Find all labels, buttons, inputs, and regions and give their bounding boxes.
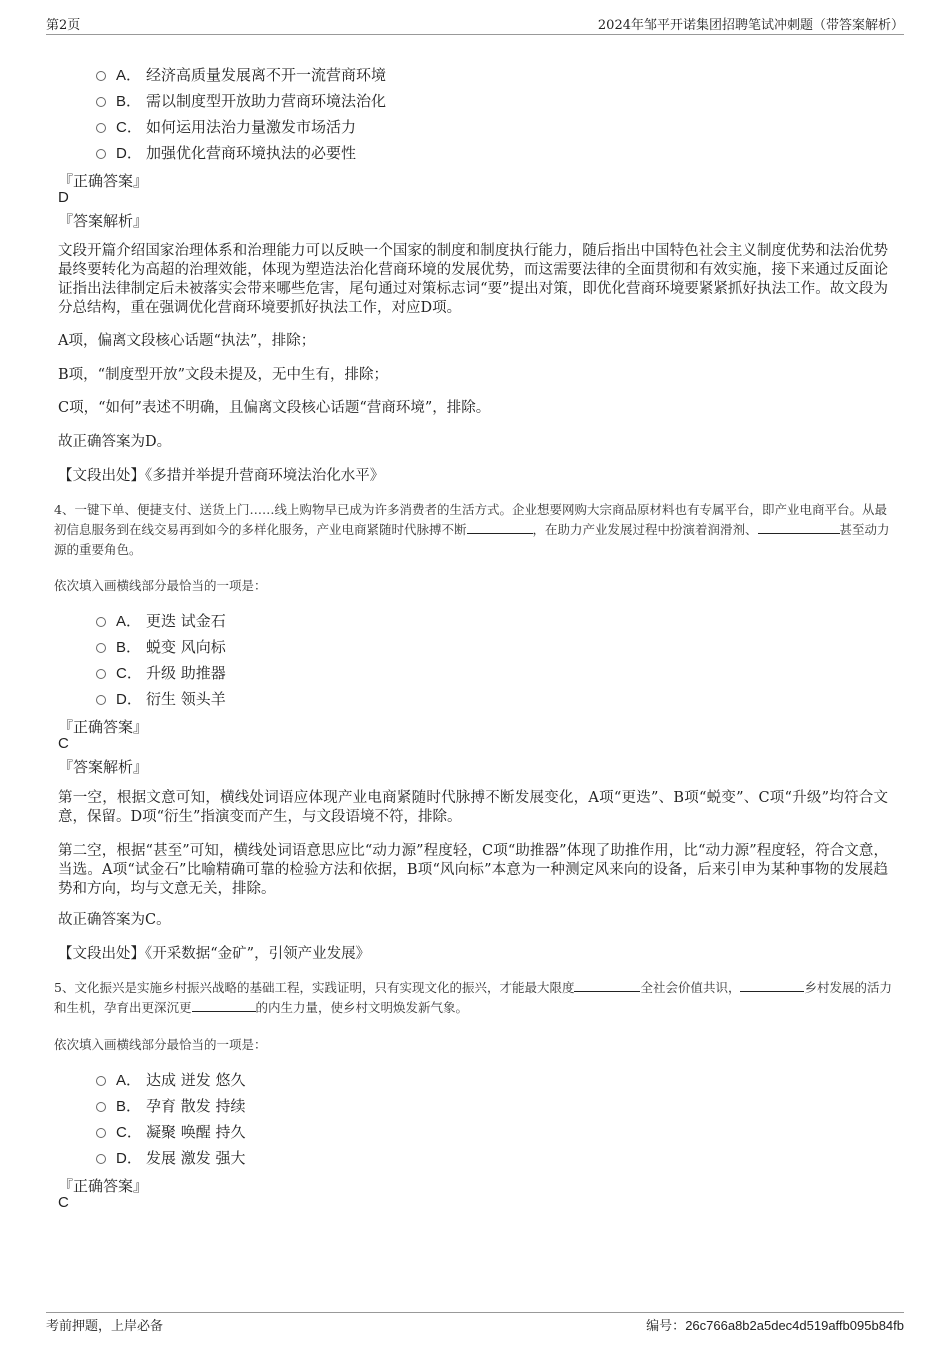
radio-icon[interactable] (96, 149, 106, 159)
q5-answer: C (58, 1194, 69, 1211)
q5-ask: 依次填入画横线部分最恰当的一项是： (54, 1037, 267, 1052)
q5-option-a[interactable]: A． 达成 迸发 悠久 (96, 1069, 246, 1090)
document-title: 2024年邹平开诺集团招聘笔试冲刺题（带答案解析） (597, 18, 904, 33)
document-code: 编号：26c766a8b2a5dec4d519affb095b84fb (646, 1318, 904, 1334)
q4-ask: 依次填入画横线部分最恰当的一项是： (54, 578, 267, 593)
radio-icon[interactable] (96, 695, 106, 705)
q3-analysis-paragraph: C项，“如何”表述不明确，且偏离文段核心话题“营商环境”，排除。 (58, 400, 491, 416)
q3-analysis-paragraph: A项，偏离文段核心话题“执法”，排除； (58, 333, 316, 349)
q4-option-c[interactable]: C． 升级 助推器 (96, 662, 226, 683)
q4-analysis-label: 『答案解析』 (58, 758, 149, 776)
radio-icon[interactable] (96, 617, 106, 627)
q4-analysis-paragraph: 第二空，根据“甚至”可知，横线处词语意思应比“动力源”程度轻，C项“助推器”体现了助推作用，比“动力源”程度轻，符合文意，当选。A项“试金石”比喻精确可靠的检验方法和依据，B项“风向标”本意为一种测定风来向的设备，后来引申为某种事物的发展趋势和方向，均与文意无关，排除。 (58, 843, 888, 897)
q4-blank-2 (758, 520, 840, 534)
q3-answer-label: 『正确答案』 (58, 172, 149, 190)
radio-icon[interactable] (96, 1102, 106, 1112)
q3-option-c[interactable]: C． 如何运用法治力量激发市场活力 (96, 116, 356, 137)
q5-option-b[interactable]: B． 孕育 散发 持续 (96, 1095, 246, 1116)
q3-analysis-paragraph: B项，“制度型开放”文段未提及，无中生有，排除； (58, 367, 388, 383)
page-number: 第2页 (46, 18, 81, 33)
q3-analysis-paragraph: 故正确答案为D。 (58, 434, 172, 450)
page-header (46, 14, 904, 35)
q4-option-d[interactable]: D． 衍生 领头羊 (96, 688, 226, 709)
q3-answer: D (58, 189, 69, 206)
radio-icon[interactable] (96, 97, 106, 107)
radio-icon[interactable] (96, 71, 106, 81)
footer-slogan: 考前押题，上岸必备 (46, 1319, 164, 1334)
radio-icon[interactable] (96, 643, 106, 653)
q4-option-b[interactable]: B． 蜕变 风向标 (96, 636, 226, 657)
radio-icon[interactable] (96, 123, 106, 133)
q5-answer-label: 『正确答案』 (58, 1177, 149, 1195)
q4-analysis-paragraph: 故正确答案为C。 (58, 912, 171, 928)
radio-icon[interactable] (96, 1154, 106, 1164)
q3-option-d[interactable]: D． 加强优化营商环境执法的必要性 (96, 142, 356, 163)
q5-option-c[interactable]: C． 凝聚 唤醒 持久 (96, 1121, 246, 1142)
q3-source: 【文段出处】《多措并举提升营商环境法治化水平》 (58, 468, 385, 484)
q5-option-d[interactable]: D． 发展 激发 强大 (96, 1147, 246, 1168)
radio-icon[interactable] (96, 1128, 106, 1138)
q4-analysis-paragraph: 第一空，根据文意可知，横线处词语应体现产业电商紧随时代脉搏不断发展变化，A项“更迭”、B项“蜕变”、C项“升级”均符合文意，保留。D项“衍生”指演变而产生，与文段语境不符，排除。 (58, 790, 888, 825)
q4-option-a[interactable]: A． 更迭 试金石 (96, 610, 226, 631)
q4-blank-1 (467, 520, 533, 534)
q5-blank-3 (192, 998, 256, 1012)
radio-icon[interactable] (96, 1076, 106, 1086)
q4-stem: 4、一键下单、便捷支付、送货上门……线上购物早已成为许多消费者的生活方式。企业想要网购大宗商品原材料也有专属平台，即产业电商平台。从最初信息服务到在线交易再到如今的多样化服务，产业电商紧随时代脉搏不断 ，在助力产业发展过程中扮演着润滑剂、 甚至动力源的重要角色。 (54, 502, 890, 557)
q5-stem: 5、文化振兴是实施乡村振兴战略的基础工程，实践证明，只有实现文化的振兴，才能最大限度 全社会价值共识， 乡村发展的活力和生机，孕育出更深沉更 的内生力量，使乡村文明焕发新气象。 (54, 980, 892, 1015)
q4-answer-label: 『正确答案』 (58, 718, 149, 736)
q3-option-a[interactable]: A． 经济高质量发展离不开一流营商环境 (96, 64, 386, 85)
q4-answer: C (58, 735, 69, 752)
radio-icon[interactable] (96, 669, 106, 679)
page-footer (46, 1312, 904, 1334)
q5-blank-1 (574, 978, 640, 992)
q3-analysis-label: 『答案解析』 (58, 212, 149, 230)
q4-source: 【文段出处】《开采数据“金矿”，引领产业发展》 (58, 946, 371, 962)
q5-blank-2 (740, 978, 804, 992)
q3-analysis-paragraph: 文段开篇介绍国家治理体系和治理能力可以反映一个国家的制度和制度执行能力，随后指出中国特色社会主义制度优势和法治优势最终要转化为高超的治理效能，体现为塑造法治化营商环境的发展优势，而这需要法律的全面贯彻和有效实施，接下来通过反面论证指出法律制定后未被落实会带来哪些危害，尾句通过对策标志词“要”提出对策，即优化营商环境要紧紧抓好执法工作。故文段为分总结构，重在强调优化营商环境要抓好执法工作，对应D项。 (58, 243, 888, 316)
q3-option-b[interactable]: B． 需以制度型开放助力营商环境法治化 (96, 90, 386, 111)
